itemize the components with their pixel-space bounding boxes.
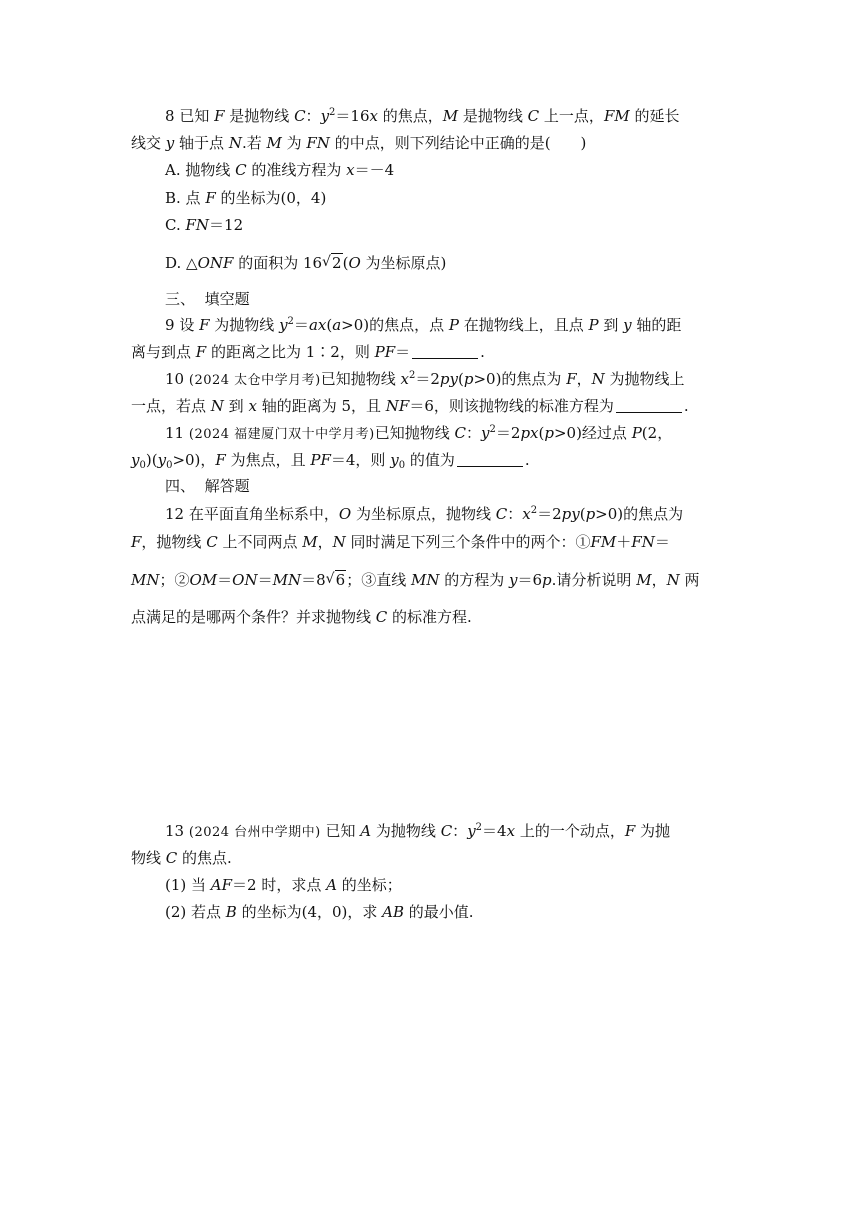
answer-blank	[616, 398, 682, 413]
q11-line2: $y_0)(y_0>0)$，F 为焦点，且 PF＝4，则 $y_0$ 的值为 .	[131, 451, 530, 471]
q13-line2: 物线 C 的焦点.	[131, 849, 232, 867]
section-4-heading: 四、 解答题	[165, 477, 250, 495]
answer-blank	[457, 452, 523, 467]
answer-blank	[412, 344, 478, 359]
q8-option-d: D. △ONF 的面积为 16√ 2(O 为坐标原点)	[165, 250, 446, 277]
q8-option-c: C. FN＝12	[165, 216, 244, 234]
q11-line1: 11 (2024 福建厦门双十中学月考)已知抛物线 C：$y^2=2px(p>0)$经过点 P(2，	[165, 424, 673, 442]
q12-line2: F，抛物线 C 上不同两点 M，N 同时满足下列三个条件中的两个：①FM＋FN＝	[131, 533, 670, 551]
q8-option-b: B. 点 F 的坐标为(0，4)	[165, 189, 327, 207]
q12-line3: MN；②OM＝ON＝MN＝8√ 6；③直线 MN 的方程为 y＝6p.请分析说明 M，N 两	[131, 567, 699, 594]
q12-line1: 12 在平面直角坐标系中，O 为坐标原点，抛物线 C：$x^2=2py(p>0)$的焦点为	[165, 505, 684, 523]
q8-option-a: A. 抛物线 C 的准线方程为 x＝－4	[165, 161, 395, 179]
q10-line2: 一点，若点 N 到 x 轴的距离为 5，且 NF＝6，则该抛物线的标准方程为 .	[131, 397, 689, 415]
section-3-heading: 三、 填空题	[165, 290, 250, 308]
q13-line1: 13 (2024 台州中学期中) 已知 A 为抛物线 C：$y^2=4x$ 上的一个动点，F 为抛	[165, 822, 671, 840]
q9-line2: 离与到点 F 的距离之比为 1∶2，则 PF＝ .	[131, 343, 485, 361]
q13-part2: (2) 若点 B 的坐标为(4，0)，求 AB 的最小值.	[165, 903, 474, 921]
q9-line1: 9 设 F 为抛物线 $y^2=ax(a>0)$的焦点，点 P 在抛物线上，且点 P 到 y 轴的距	[165, 316, 682, 334]
q13-part1: (1) 当 AF＝2 时，求点 A 的坐标；	[165, 876, 402, 894]
q10-line1: 10 (2024 太仓中学月考)已知抛物线 $x^2=2py(p>0)$的焦点为 F，N 为抛物线上	[165, 370, 685, 388]
q8-line1: 8 已知 F 是抛物线 C：$y^2=16x$ 的焦点，M 是抛物线 C 上一点，FM 的延长	[165, 107, 680, 125]
q8-line2: 线交 y 轴于点 N.若 M 为 FN 的中点，则下列结论中正确的是( )	[131, 134, 587, 152]
q12-line4: 点满足的是哪两个条件？并求抛物线 C 的标准方程.	[131, 608, 472, 626]
